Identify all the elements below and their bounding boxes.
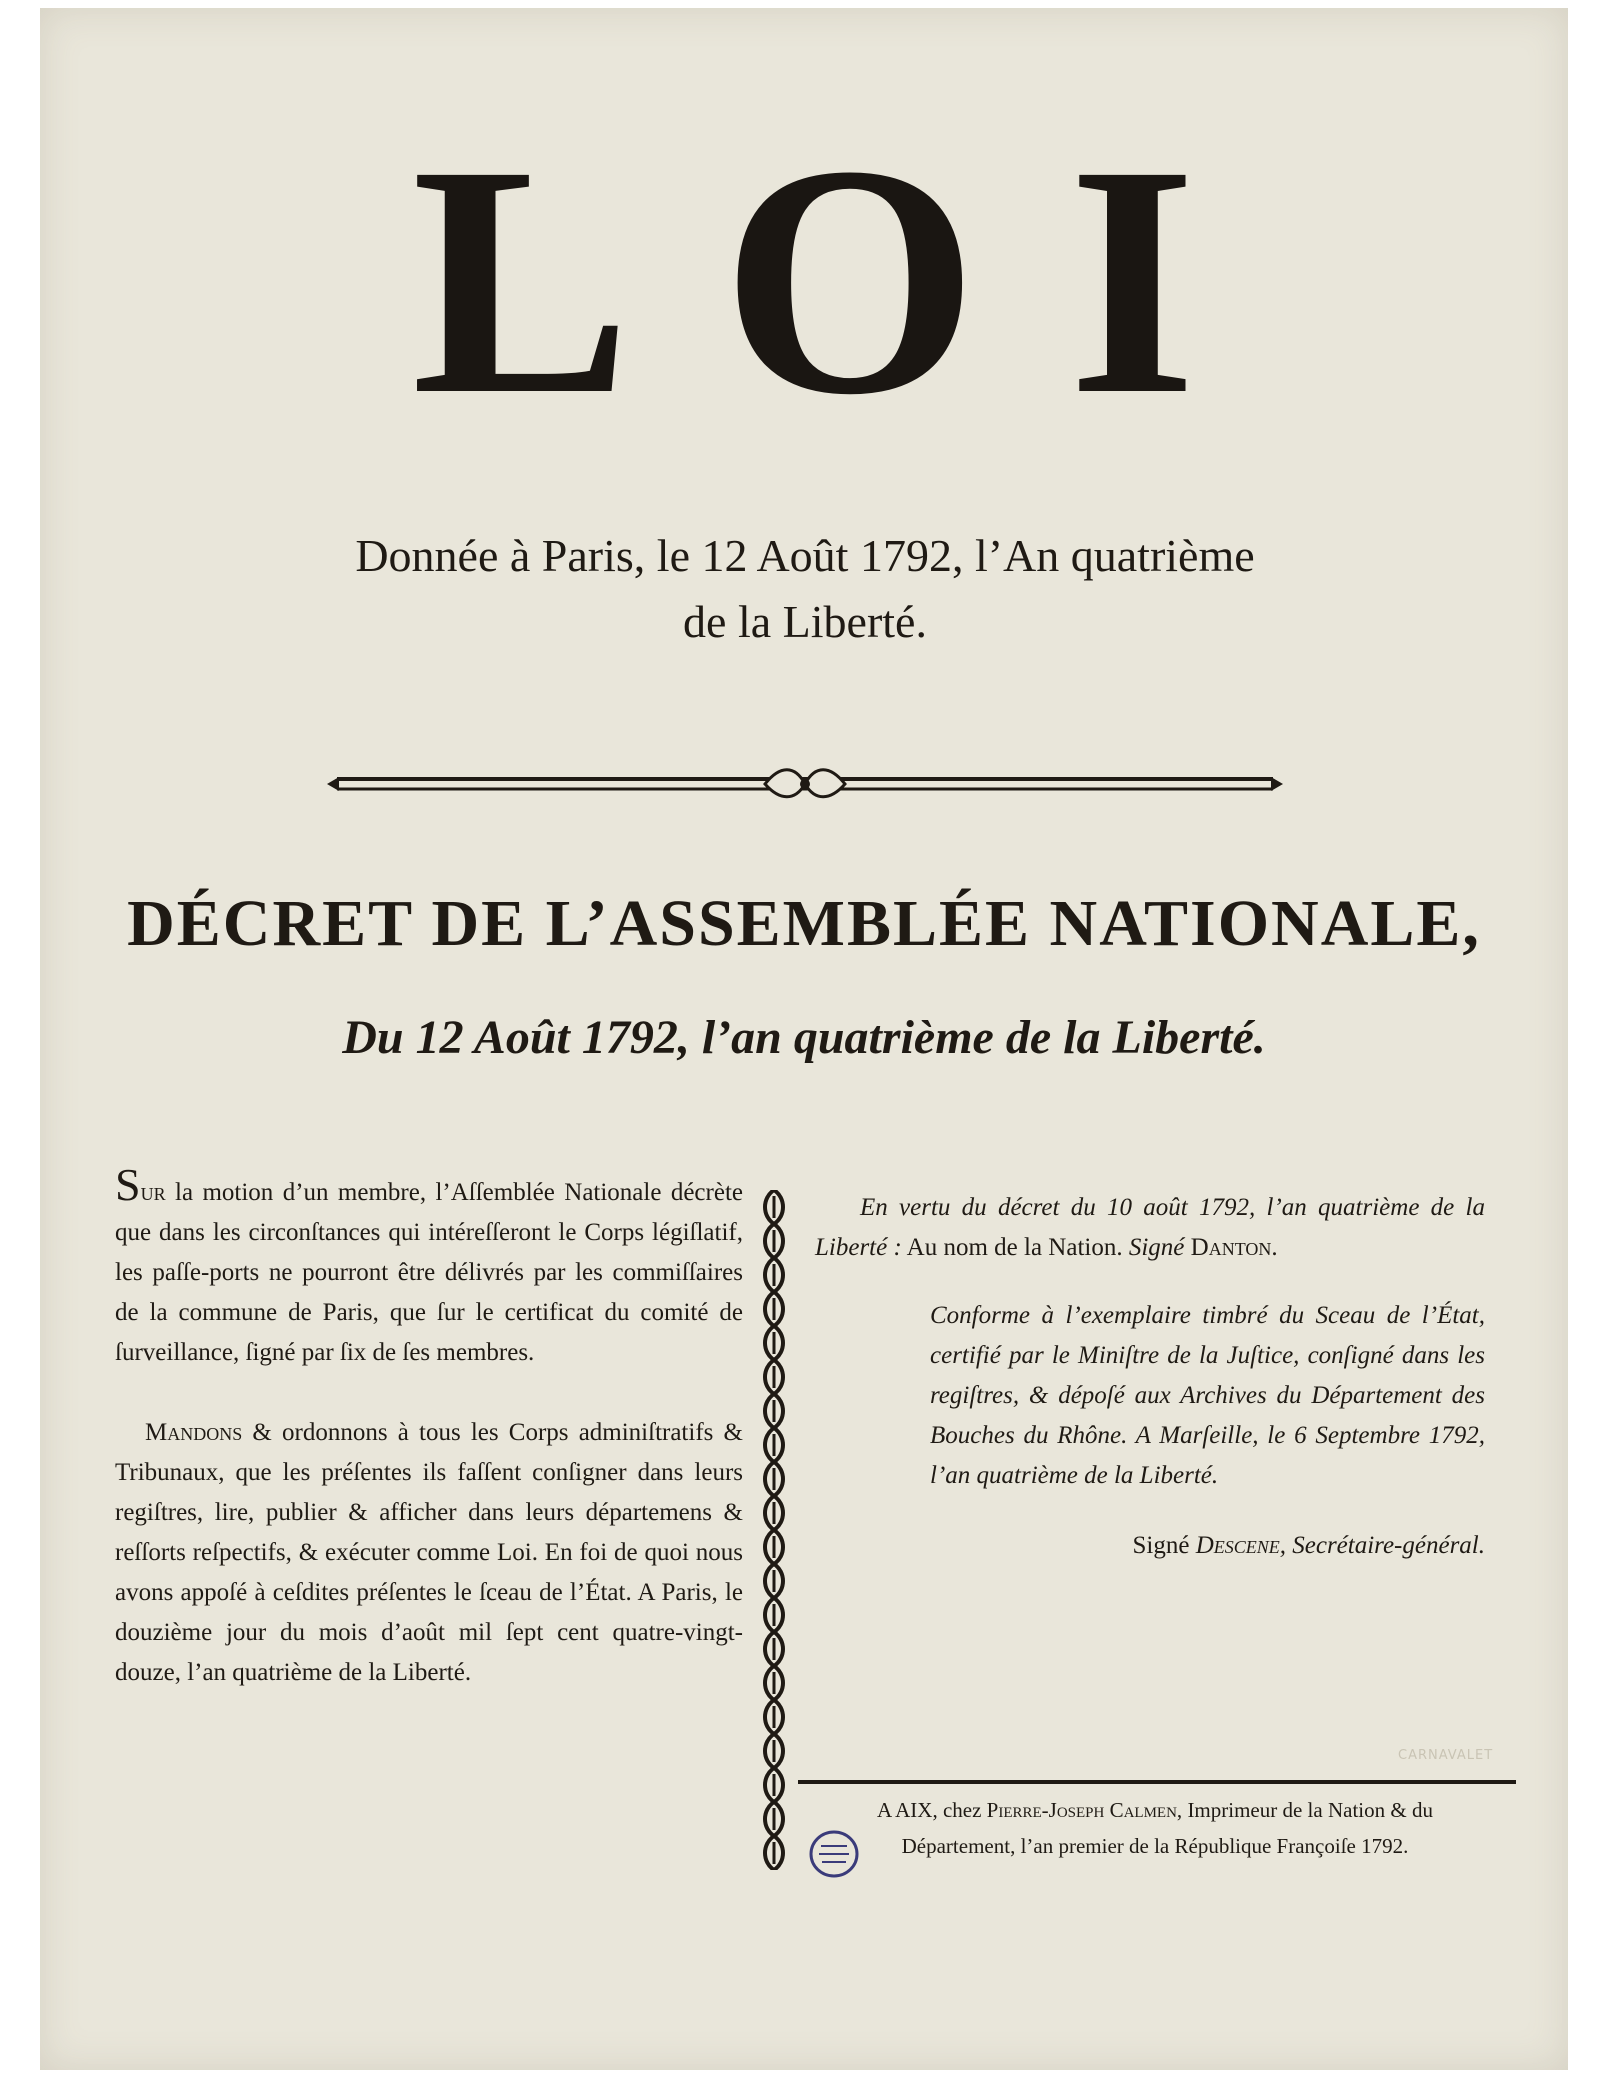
imprint-rule: [798, 1780, 1516, 1784]
ornamental-divider: [325, 765, 1285, 805]
given-at-line: [170, 523, 1440, 655]
decree-date: Du 12 Août 1792, l’an quatrième de la Liberté.: [342, 1011, 1266, 1064]
certification-column: [815, 1188, 1485, 1566]
vertu-paragraph: En vertu du décret du 10 août 1792, l’an quatrième de la Liberté : Au nom de la Nation. Signé Danton.: [815, 1194, 1485, 1261]
poster-title: LOI: [411, 98, 1287, 463]
poster-sheet: [40, 8, 1568, 2070]
decree-text-column: [115, 1159, 743, 1733]
decree-paragraph-1: [115, 1159, 743, 1373]
signature-danton: Danton.: [1190, 1234, 1278, 1261]
imprint-line-2: Département, l’an premier de la République Françoiſe 1792.: [901, 1834, 1409, 1858]
drop-cap: S: [115, 1159, 141, 1210]
chain-ornament-divider: [756, 1190, 792, 1870]
printer-imprint: [810, 1792, 1500, 1864]
museum-mark: CARNAVALET: [1398, 1748, 1494, 1763]
paragraph-text: & ordonnons à tous les Corps adminiſtratifs & Tribunaux, que les préſentes ils faſſent conſigner dans leurs regiſtres, lire, publier & afficher dans leurs départemens & reſſorts reſpectifs, & exécuter comme Loi. En foi de quoi nous avons appoſé à ceſdites préſentes le ſceau de l’État. A Paris, le douzième jour du mois d’août mil ſept cent quatre-vingt-douze, l’an quatrième de la Liberté.: [115, 1419, 743, 1686]
library-stamp-icon: [807, 1828, 861, 1880]
first-word: Mandons: [145, 1419, 243, 1446]
printer-name: Pierre-Joseph Calmen,: [986, 1798, 1183, 1822]
paragraph-text: la motion d’un membre, l’Aſſemblée Nationale décrète que dans les circonſtances qui intéreſſeront le Corps légiſlatif, les paſſe-ports ne pourront être délivrés par les commiſſaires de la commune de Paris, que ſur le certificat du comité de ſurveillance, ſigné par ſix de ſes membres.: [115, 1179, 743, 1366]
first-word: ur: [140, 1179, 166, 1206]
secretary-signature: Signé Descene, Secrétaire-général.: [1132, 1532, 1485, 1559]
imprint-line-1: A AIX, chez Pierre-Joseph Calmen, Imprimeur de la Nation & du: [877, 1798, 1433, 1822]
signature-descene: Descene,: [1195, 1532, 1286, 1559]
decree-title: DÉCRET DE L’ASSEMBLÉE NATIONALE,: [127, 887, 1481, 960]
given-line-2: de la Liberté.: [683, 596, 927, 647]
conforme-paragraph: Conforme à l’exemplaire timbré du Sceau de l’État, certifié par le Miniſtre de la Juſtice, conſigné dans les regiſtres, & dépoſé aux Archives du Département des Bouches du Rhône. A Marſeille, le 6 Septembre 1792, l’an quatrième de la Liberté.: [930, 1302, 1485, 1489]
given-line-1: Donnée à Paris, le 12 Août 1792, l’An quatrième: [355, 530, 1255, 581]
decree-paragraph-2: [115, 1413, 743, 1693]
